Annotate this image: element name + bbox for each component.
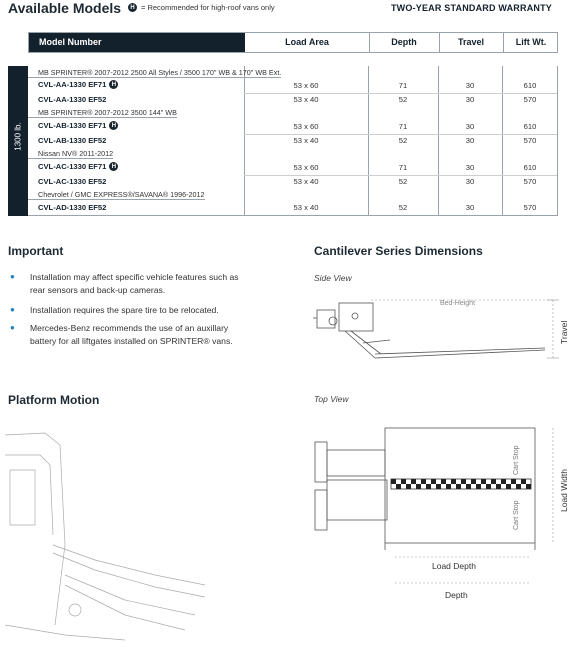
high-roof-icon: H — [109, 121, 118, 130]
platform-checker — [511, 479, 516, 484]
table-row — [38, 80, 118, 89]
bullet-text: Installation requires the spare tire to be relocated. — [30, 305, 219, 315]
depth-cell: 52 — [398, 95, 408, 104]
load-area-cell: 53 x 60 — [293, 122, 319, 131]
model-number: CVL-AB-1330 EF71 — [38, 121, 107, 130]
platform-checker — [426, 484, 431, 489]
load-area-cell: 53 x 40 — [293, 95, 319, 104]
load-area-cell: 53 x 60 — [293, 163, 319, 172]
depth-cell: 52 — [398, 136, 408, 145]
model-number: CVL-AC-1330 EF71 — [38, 162, 107, 171]
load-area-cell: 53 x 40 — [293, 203, 319, 212]
model-number: CVL-AB-1330 EF52 — [38, 136, 107, 145]
platform-checker — [471, 479, 476, 484]
platform-checker — [436, 484, 441, 489]
platform-checker — [486, 484, 491, 489]
vehicle-group: Nissan NV® 2011-2012 — [38, 149, 114, 158]
platform-checker — [391, 479, 396, 484]
lift-wt-cell: 610 — [523, 81, 537, 90]
platform-checker — [406, 484, 411, 489]
platform-checker — [491, 479, 496, 484]
travel-cell: 30 — [465, 177, 475, 186]
platform-checker — [416, 484, 421, 489]
platform-motion-illustration — [5, 425, 220, 647]
col-header-travel: Travel — [457, 37, 485, 47]
travel-cell: 30 — [465, 136, 475, 145]
depth-cell: 52 — [398, 203, 408, 212]
table-row — [38, 95, 106, 104]
travel-cell: 30 — [465, 163, 475, 172]
platform-checker — [466, 484, 471, 489]
list-item — [10, 304, 250, 317]
side-view-label: Side View — [314, 273, 352, 283]
platform-checker — [481, 479, 486, 484]
high-roof-legend — [128, 3, 275, 12]
table-row — [38, 177, 106, 186]
vehicle-group: MB SPRINTER® 2007-2012 3500 144" WB — [38, 108, 177, 117]
model-number: CVL-AD-1330 EF52 — [38, 203, 107, 212]
side-view-diagram — [305, 288, 570, 373]
table-header — [28, 32, 558, 53]
model-number: CVL-AA-1330 EF52 — [38, 95, 107, 104]
travel-cell: 30 — [465, 122, 475, 131]
load-area-cell: 53 x 40 — [293, 136, 319, 145]
list-item — [10, 271, 250, 296]
platform-checker — [526, 484, 531, 489]
platform-checker — [396, 484, 401, 489]
lift-wt-cell: 610 — [523, 163, 537, 172]
platform-checker — [446, 484, 451, 489]
depth-label: Depth — [445, 590, 468, 600]
platform-checker — [521, 479, 526, 484]
travel-cell: 30 — [465, 81, 475, 90]
table-row — [38, 121, 118, 130]
vehicle-group: Chevrolet / GMC EXPRESS®/SAVANA® 1996-2012 — [38, 190, 205, 199]
platform-checker — [461, 479, 466, 484]
platform-checker — [451, 479, 456, 484]
bed-height-label: Bed-Height — [440, 300, 476, 307]
depth-cell: 71 — [398, 81, 408, 90]
lift-wt-cell: 570 — [523, 95, 537, 104]
table-row — [38, 162, 118, 171]
model-number: CVL-AA-1330 EF71 — [38, 80, 107, 89]
bullet-text: Mercedes-Benz recommends the use of an auxillary battery for all liftgates installed on SPRINTER® vans. — [30, 323, 233, 346]
platform-checker — [501, 479, 506, 484]
high-roof-icon: H — [109, 162, 118, 171]
platform-checker — [516, 484, 521, 489]
depth-cell: 71 — [398, 163, 408, 172]
platform-checker — [411, 479, 416, 484]
load-depth-label: Load Depth — [432, 561, 476, 571]
lift-wt-cell: 570 — [523, 136, 537, 145]
top-view-diagram — [305, 420, 570, 605]
platform-checker — [401, 479, 406, 484]
platform-motion-heading: Platform Motion — [8, 393, 100, 407]
bullet-icon: ● — [10, 305, 15, 314]
model-number: CVL-AC-1330 EF52 — [38, 177, 107, 186]
top-view-label: Top View — [314, 394, 349, 404]
table-body — [28, 66, 558, 216]
depth-cell: 52 — [398, 177, 408, 186]
travel-cell: 30 — [465, 203, 475, 212]
platform-checker — [456, 484, 461, 489]
capacity-label: 1300 lb. — [13, 122, 23, 151]
travel-label: Travel — [559, 320, 569, 344]
travel-cell: 30 — [465, 95, 475, 104]
warranty-text: TWO-YEAR STANDARD WARRANTY — [390, 3, 552, 13]
capacity-side-label — [8, 66, 28, 216]
platform-checker — [441, 479, 446, 484]
page-title: Available Models — [8, 0, 122, 16]
col-header-model: Model Number — [29, 33, 245, 52]
cart-stop-label-lower: Cart Stop — [513, 500, 520, 530]
load-area-cell: 53 x 40 — [293, 177, 319, 186]
load-area-cell: 53 x 60 — [293, 81, 319, 90]
bullet-text: Installation may affect specific vehicle features such as rear sensors and back-up cameras. — [30, 272, 239, 295]
table-row — [38, 203, 106, 212]
list-item — [10, 322, 250, 347]
high-roof-icon: H — [128, 3, 137, 12]
col-header-lift-wt: Lift Wt. — [515, 37, 547, 47]
table-row — [38, 136, 106, 145]
platform-checker — [496, 484, 501, 489]
platform-checker — [506, 484, 511, 489]
cantilever-heading: Cantilever Series Dimensions — [314, 244, 483, 258]
lift-wt-cell: 570 — [523, 177, 537, 186]
high-roof-icon: H — [109, 80, 118, 89]
lift-wt-cell: 610 — [523, 122, 537, 131]
depth-cell: 71 — [398, 122, 408, 131]
platform-checker — [421, 479, 426, 484]
platform-checker — [431, 479, 436, 484]
bullet-icon: ● — [10, 272, 15, 281]
lift-wt-cell: 570 — [523, 203, 537, 212]
vehicle-group: MB SPRINTER® 2007-2012 2500 All Styles / 3500 170" WB & 170" WB Ext. — [38, 68, 282, 77]
cart-stop-label-upper: Cart Stop — [513, 445, 520, 475]
important-heading: Important — [8, 244, 64, 258]
platform-checker — [476, 484, 481, 489]
legend-text: = Recommended for high-roof vans only — [141, 3, 275, 12]
col-header-depth: Depth — [391, 37, 417, 47]
bullet-icon: ● — [10, 323, 15, 332]
col-header-load-area: Load Area — [285, 37, 329, 47]
load-width-label: Load Width — [559, 469, 569, 512]
